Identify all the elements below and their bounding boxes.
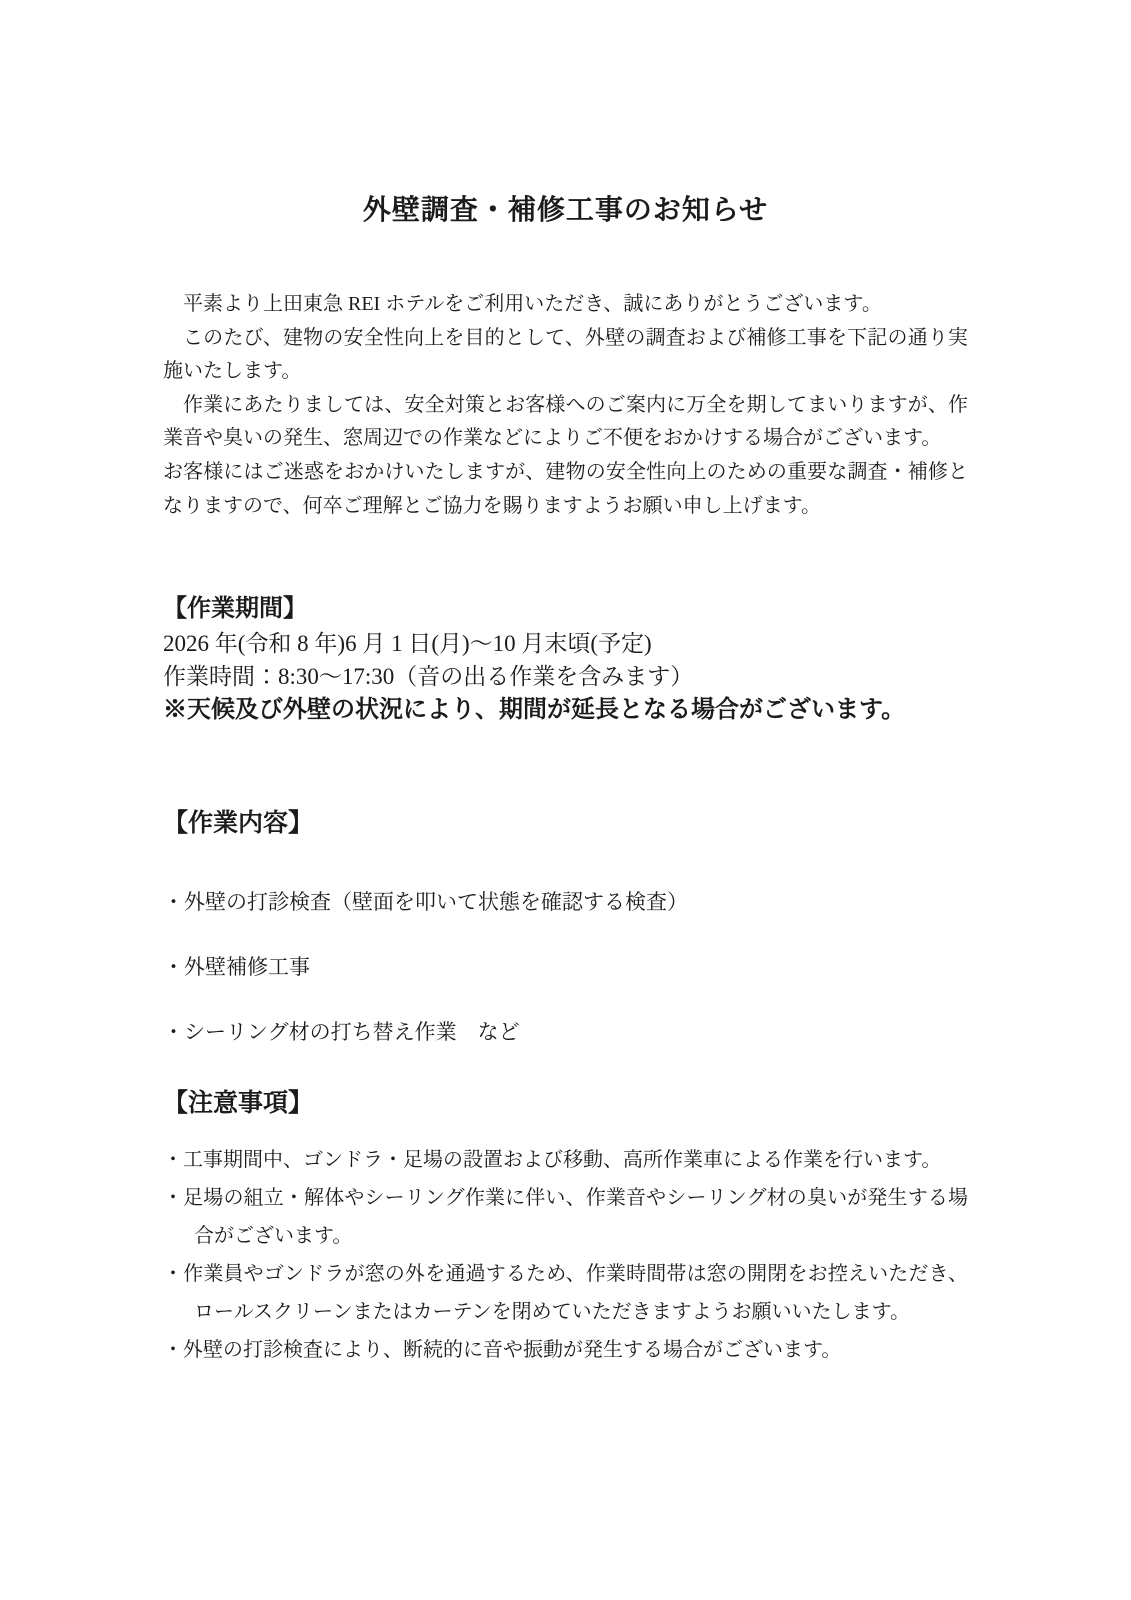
intro-paragraph-greeting: 平素より上田東急 REI ホテルをご利用いただき、誠にありがとうございます。 bbox=[183, 293, 882, 315]
note-item-noise-smell: ・足場の組立・解体やシーリング作業に伴い、作業音やシーリング材の臭いが発生する場合がございます。 bbox=[163, 1186, 968, 1247]
work-period-dates: 2026 年(令和 8 年)6 月 1 日(月)～10 月末頃(予定) bbox=[163, 630, 652, 656]
note-item-vibration: ・外壁の打診検査により、断続的に音や振動が発生する場合がございます。 bbox=[163, 1338, 842, 1361]
work-period-heading: 【作業期間】 bbox=[163, 596, 307, 623]
work-period-section bbox=[163, 593, 968, 727]
work-item-sealing: ・シーリング材の打ち替え作業 など bbox=[163, 1019, 520, 1044]
period-extension-note: ※天候及び外壁の状況により、期間が延長となる場合がございます。 bbox=[163, 697, 906, 724]
work-content-heading: 【作業内容】 bbox=[163, 809, 314, 837]
notes-heading: 【注意事項】 bbox=[163, 1089, 314, 1117]
document-title: 外壁調査・補修工事のお知らせ bbox=[362, 195, 769, 226]
note-item-window-curtain: ・作業員やゴンドラが窓の外を通過するため、作業時間帯は窓の開閉をお控えいただき、ロールスクリーンまたはカーテンを閉めていただきますようお願いいたします。 bbox=[163, 1262, 968, 1323]
work-item-wall-repair: ・外壁補修工事 bbox=[163, 954, 310, 979]
notes-list bbox=[163, 1141, 968, 1369]
note-item-gondola-scaffold: ・工事期間中、ゴンドラ・足場の設置および移動、高所作業車による作業を行います。 bbox=[163, 1148, 942, 1171]
work-item-hammer-test: ・外壁の打診検査（壁面を叩いて状態を確認する検査） bbox=[163, 889, 688, 914]
work-content-list bbox=[163, 891, 968, 1044]
intro-paragraph-safety: 作業にあたりましては、安全対策とお客様へのご案内に万全を期してまいりますが、作業音や臭いの発生、窓周辺での作業などによりご不便をおかけする場合がございます。 bbox=[163, 393, 968, 450]
work-content-section bbox=[163, 806, 968, 1044]
intro-paragraph-purpose: このたび、建物の安全性向上を目的として、外壁の調査および補修工事を下記の通り実施いたします。 bbox=[163, 326, 968, 383]
intro-section bbox=[163, 288, 968, 523]
intro-paragraph-apology: お客様にはご迷惑をおかけいたしますが、建物の安全性向上のための重要な調査・補修となりますので、何卒ご理解とご協力を賜りますようお願い申し上げます。 bbox=[163, 460, 968, 517]
notes-section bbox=[163, 1086, 968, 1369]
work-hours: 作業時間：8:30～17:30（音の出る作業を含みます） bbox=[163, 664, 694, 690]
